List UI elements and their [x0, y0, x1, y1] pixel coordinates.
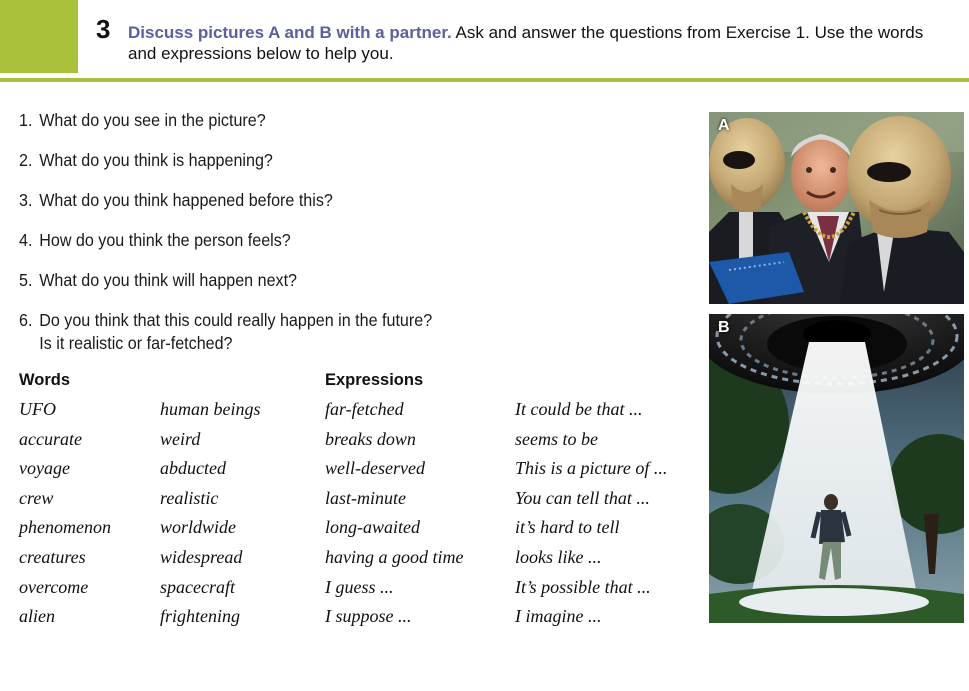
question-item	[19, 190, 333, 211]
word-item: voyage	[19, 458, 70, 479]
instruction-lead: Discuss pictures A and B with a partner.	[128, 23, 452, 42]
question-text: Do you think that this could really happen in the future?	[39, 310, 433, 330]
expression-item: far-fetched	[325, 399, 404, 419]
word-item: creatures	[19, 546, 86, 567]
question-number: 5.	[19, 270, 33, 290]
expression-item: long-awaited	[325, 517, 420, 538]
question-text: What do you see in the picture?	[39, 110, 266, 130]
word-item: phenomenon	[19, 517, 111, 538]
exercise-instruction	[128, 22, 948, 64]
expression-item: I suppose ...	[325, 606, 412, 627]
question-number: 6.	[19, 310, 33, 330]
word-item: worldwide	[160, 517, 237, 538]
question-item	[19, 150, 273, 171]
expression-item: This is a picture of ...	[515, 458, 668, 479]
word-item: alien	[19, 606, 55, 627]
word-item: widespread	[160, 546, 243, 567]
question-number: 2.	[19, 150, 33, 170]
words-column-2	[160, 397, 261, 634]
question-item	[19, 270, 297, 291]
expression-item: it’s hard to tell	[515, 517, 620, 538]
expression-item: last-minute	[325, 487, 406, 508]
expression-item: It could be that ...	[515, 399, 643, 419]
question-item	[19, 310, 432, 331]
word-item: human beings	[160, 399, 261, 419]
picture-b-illustration	[709, 314, 964, 623]
picture-a-illustration	[709, 112, 964, 304]
exercise-number: 3	[96, 14, 111, 44]
expressions-heading: Expressions	[325, 371, 424, 389]
instruction-text: Ask and answer the questions from Exercise 1. Use the words and expressions below to help you.	[128, 23, 924, 63]
question-number: 3.	[19, 190, 33, 210]
expression-item: I imagine ...	[515, 606, 602, 627]
picture-b-label: B	[718, 319, 730, 336]
word-item: spacecraft	[160, 576, 235, 597]
picture-a	[709, 112, 964, 304]
expressions-column-1	[325, 397, 463, 634]
word-item: accurate	[19, 428, 82, 449]
question-continuation: Is it realistic or far-fetched?	[39, 333, 233, 353]
question-item	[19, 230, 291, 251]
question-number: 4.	[19, 230, 33, 250]
expression-item: seems to be	[515, 428, 598, 449]
word-item: abducted	[160, 458, 226, 479]
word-item: weird	[160, 428, 201, 449]
word-item: frightening	[160, 606, 240, 627]
expressions-column-2	[515, 397, 667, 634]
question-number: 1.	[19, 110, 33, 130]
word-item: overcome	[19, 576, 89, 597]
expression-item: It’s possible that ...	[515, 576, 651, 597]
expression-item: You can tell that ...	[515, 487, 650, 508]
word-item: crew	[19, 487, 54, 508]
question-text: What do you think is happening?	[39, 150, 273, 170]
question-text: What do you think happened before this?	[39, 190, 333, 210]
expression-item: looks like ...	[515, 546, 602, 567]
question-item	[19, 110, 266, 131]
words-column-1	[19, 397, 111, 634]
picture-a-label: A	[718, 117, 730, 134]
header-accent-block	[0, 0, 78, 73]
header-divider	[0, 78, 969, 82]
expression-item: I guess ...	[325, 576, 394, 597]
word-item: realistic	[160, 487, 219, 508]
expression-item: breaks down	[325, 428, 416, 449]
expression-item: having a good time	[325, 546, 464, 567]
words-heading: Words	[19, 371, 71, 389]
question-text: How do you think the person feels?	[39, 230, 291, 250]
expression-item: well-deserved	[325, 458, 425, 479]
picture-b	[709, 314, 964, 623]
question-text: What do you think will happen next?	[39, 270, 297, 290]
word-item: UFO	[19, 399, 56, 419]
